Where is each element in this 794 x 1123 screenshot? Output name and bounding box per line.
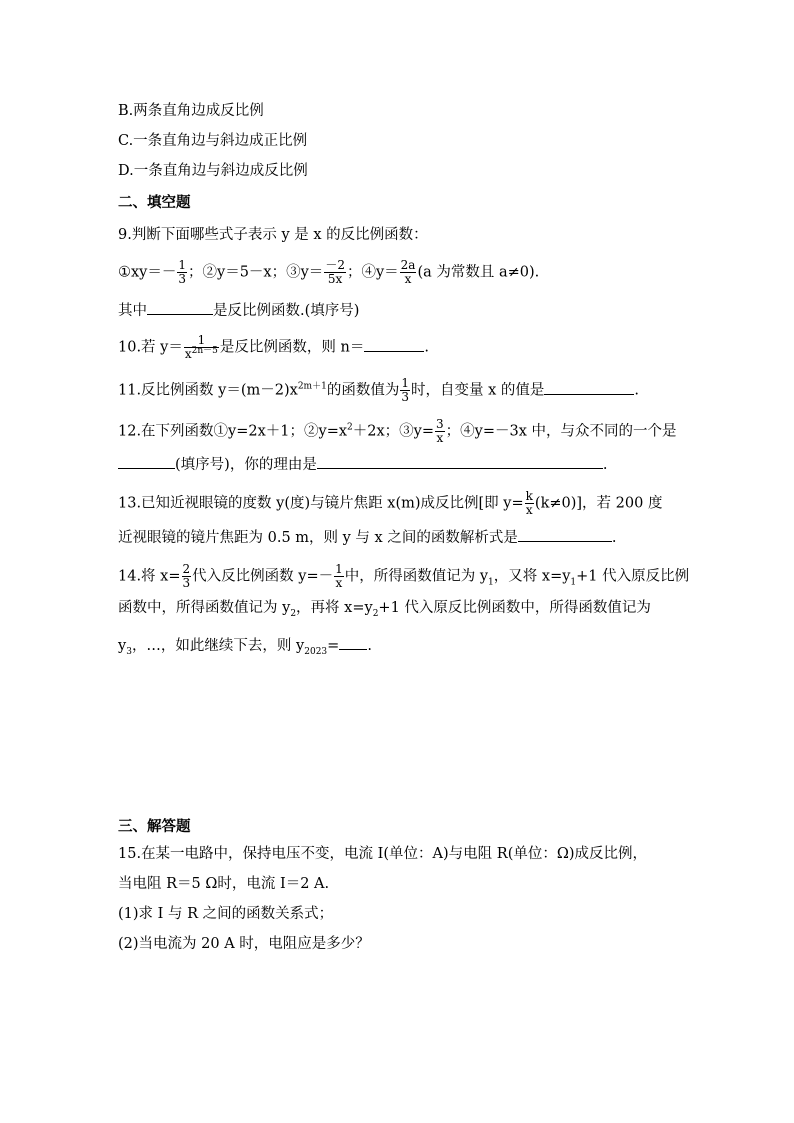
q14-mid3: ，又将 x=y (493, 568, 571, 585)
q12-line2-mid: (填序号)，你的理由是 (175, 457, 317, 473)
q12-line1 (118, 418, 677, 445)
q12-line2 (118, 453, 607, 475)
q9-expressions (118, 259, 539, 286)
q9-line2-pre: 其中 (118, 303, 147, 319)
q10-answer-blank[interactable] (364, 336, 424, 352)
q14-line2 (118, 598, 651, 618)
q14-mid2: 中，所得函数值记为 y (344, 568, 489, 585)
q9-frac-4: $\frac{2a}{x}$ (400, 258, 416, 286)
q10-post: . (424, 339, 429, 356)
q12-pre: 12.在下列函数①y=2x＋1；②y=x (118, 423, 348, 440)
q14-post: . (367, 638, 372, 654)
q14-line2-a: 函数中，所得函数值记为 y (118, 600, 291, 616)
q13-frac: $\frac{k}{x}$ (525, 489, 533, 517)
q14-line2-sub2: 2 (372, 608, 379, 619)
q14-pre: 14.将 x= (118, 568, 181, 585)
q12-frac: $\frac{3}{x}$ (436, 417, 444, 445)
section-answer-title: 三、解答题 (118, 819, 191, 835)
q14-answer-blank[interactable] (339, 634, 367, 650)
q14-frac-2: $\frac{1}{x}$ (335, 562, 343, 590)
q12-reason-blank[interactable] (317, 453, 603, 469)
q11 (118, 377, 639, 404)
q12-post: . (602, 457, 608, 473)
q14-line3 (118, 634, 372, 656)
q14-line3-sub: 3 (126, 646, 132, 657)
q9-stem: 9.判断下面哪些式子表示 y 是 x 的反比例函数： (118, 227, 428, 243)
q11-answer-blank[interactable] (544, 379, 634, 395)
q14-mid: 代入反比例函数 y=－ (192, 568, 334, 585)
option-b: B.两条直角边成反比例 (118, 103, 264, 119)
option-c: C.一条直角边与斜边成正比例 (118, 133, 308, 149)
q14-mid4: +1 代入原反比例 (576, 568, 690, 585)
q13-pre: 13.已知近视眼镜的度数 y(度)与镜片焦距 x(m)成反比例[即 y= (118, 495, 524, 512)
q9-frac-3: $\frac{-2}{5x}$ (325, 258, 345, 286)
q12-answer-blank[interactable] (118, 453, 175, 469)
q9-expr2-text: ；②y＝5－x；③y＝ (188, 264, 324, 281)
q11-mid: 的函数值为 (326, 382, 400, 399)
q9-line2-post: 是反比例函数.(填序号) (213, 303, 360, 319)
option-d: D.一条直角边与斜边成反比例 (118, 163, 308, 179)
q13-answer-blank[interactable] (518, 526, 612, 542)
section-fill-blank-title: 二、填空题 (118, 195, 191, 211)
q13-post: . (611, 530, 617, 546)
q11-mid2: 时，自变量 x 的值是 (410, 382, 545, 399)
q14-line2-sub: 2 (290, 608, 297, 619)
q12-mid: ＋2x；③y= (352, 423, 435, 440)
q15-line2: 当电阻 R＝5 Ω时，电流 I＝2 A. (118, 876, 330, 892)
q14-sub2: 1 (570, 577, 577, 588)
q11-exponent: 2m＋1 (297, 381, 327, 392)
q15-part2: (2)当电流为 20 A 时，电阻应是多少？ (118, 936, 370, 952)
q11-post: . (634, 382, 639, 399)
q10-pre: 10.若 y＝ (118, 339, 183, 356)
q11-frac: $\frac{1}{3}$ (401, 376, 409, 404)
q13-line2 (118, 526, 616, 548)
q15-line1: 15.在某一电路中，保持电压不变，电流 I(单位：A)与电阻 R(单位：Ω)成反比例， (118, 846, 648, 862)
q10-mid: 是反比例函数，则 n＝ (219, 339, 365, 356)
q14-line2-c: +1 代入原反比例函数中，所得函数值记为 (378, 600, 651, 616)
q14-line3-a: y (118, 638, 127, 654)
q9-answer-line (118, 299, 359, 321)
q10 (118, 334, 429, 361)
q13-mid: (k≠0)]，若 200 度 (534, 495, 663, 512)
q13-line2-pre: 近视眼镜的镜片焦距为 0.5 m，则 y 与 x 之间的函数解析式是 (118, 530, 518, 546)
q14-line3-sub2: 2023 (304, 646, 328, 657)
q14-line1 (118, 563, 689, 590)
q14-line3-c: = (327, 638, 340, 654)
q13-line1 (118, 490, 662, 517)
q14-sub1: 1 (488, 577, 494, 588)
q11-pre: 11.反比例函数 y＝(m－2)x (118, 382, 298, 399)
q9-frac-1: $\frac{1}{3}$ (178, 258, 187, 286)
q9-expr4-post: (a 为常数且 a≠0). (417, 264, 540, 281)
q15-part1: (1)求 I 与 R 之间的函数关系式； (118, 906, 334, 922)
q12-mid2: ；④y=－3x 中，与众不同的一个是 (445, 423, 677, 440)
q9-expr1-text: ①xy＝－ (118, 264, 177, 281)
q10-frac: $\frac{1}{x^{2n-5}}$ (184, 333, 218, 361)
q9-expr4-text: ；④y＝ (346, 264, 399, 281)
q14-line2-b: ，再将 x=y (296, 600, 373, 616)
q9-answer-blank[interactable] (147, 299, 213, 315)
q12-square: 2 (347, 422, 353, 433)
q14-frac-1: $\frac{2}{3}$ (182, 562, 191, 590)
q14-line3-b: ，…，如此继续下去，则 y (131, 638, 305, 654)
